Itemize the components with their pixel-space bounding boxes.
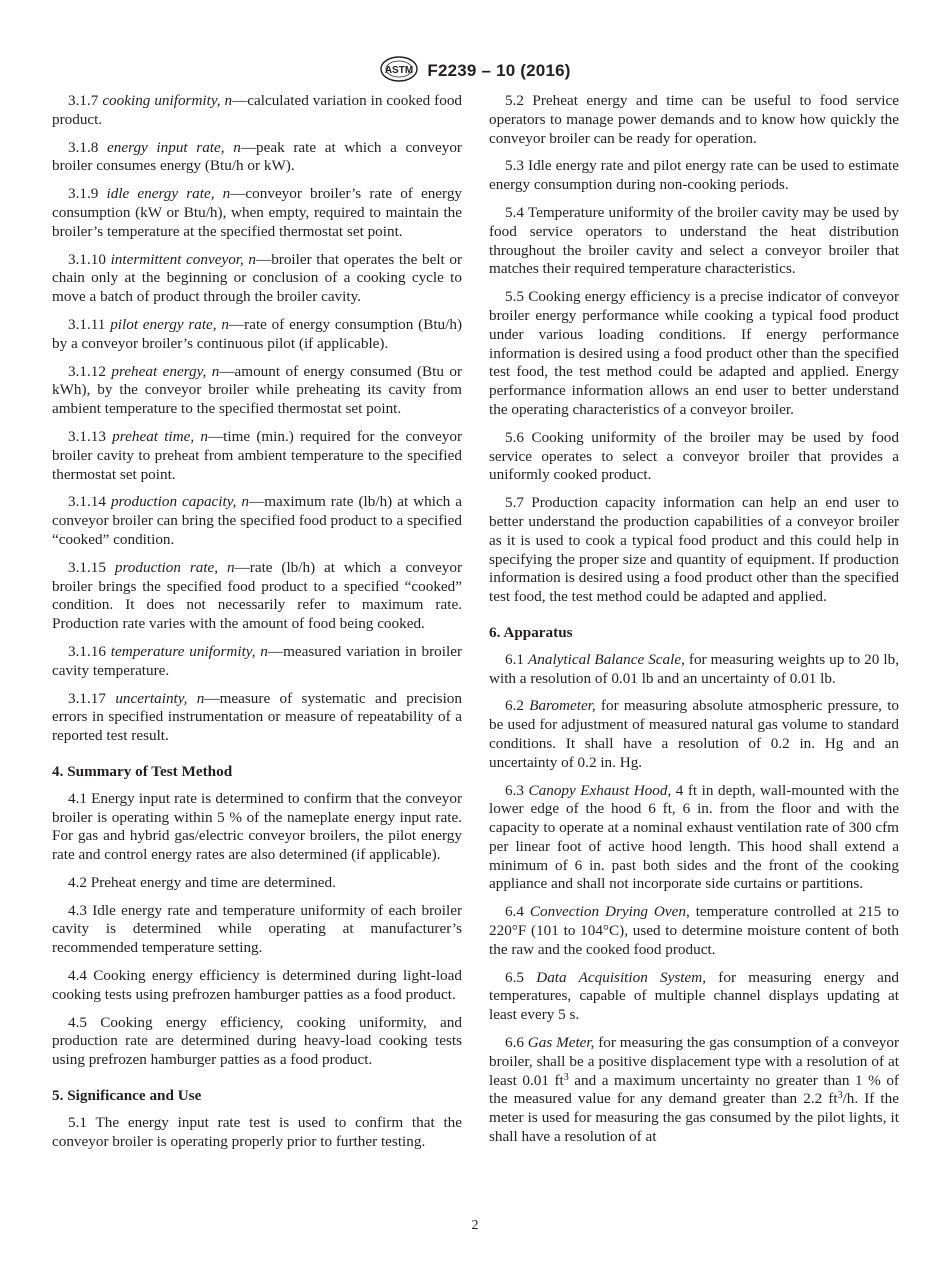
paragraph-6-3: 6.3 Canopy Exhaust Hood, 4 ft in depth, wall-mounted with the lower edge of the hood 6 ft, 6 in. from the floor and with the capacity to operate at a nominal exhaust ventilation rate of 300 cfm per linear foot of active hood length. This hood shall extend a minimum of 6 in. past both sides and the front of the cooking appliance and shall not incorporate side curtains or partitions. xyxy=(489,781,899,893)
definition-3-1-12: 3.1.12 preheat energy, n—amount of energy consumed (Btu or kWh), by the conveyor broiler while preheating its cavity from ambient temperature to the specified thermostat set point. xyxy=(52,362,463,418)
term: idle energy rate, n xyxy=(106,185,231,203)
definition-3-1-17: 3.1.17 uncertainty, n—measure of systematic and precision errors in specified instrumentation or measure of repeatability of a reported test result. xyxy=(52,689,462,745)
paragraph-5-3: 5.3 Idle energy rate and pilot energy rate can be used to estimate energy consumption during non-cooking periods. xyxy=(489,157,899,194)
standard-designation: F2239 – 10 (2016) xyxy=(427,61,571,80)
left-column xyxy=(52,92,462,1160)
term: Canopy Exhaust Hood, xyxy=(528,781,672,799)
page-header xyxy=(0,58,950,84)
astm-logo-icon xyxy=(379,55,419,88)
definition-3-1-9: 3.1.9 idle energy rate, n—conveyor broiler’s rate of energy consumption (kW or Btu/h), when empty, required to maintain the broiler’s temperature at the specified thermostat set point. xyxy=(52,185,463,240)
term: Data Acquisition System, xyxy=(536,968,707,986)
definition-3-1-15: 3.1.15 production rate, n—rate (lb/h) at which a conveyor broiler brings the specified food product to a specified “cooked” condition. It does not necessarily refer to maximum rate. Production rate varies with the amount of food being cooked. xyxy=(52,558,463,633)
paragraph-5-7: 5.7 Production capacity information can help an end user to better understand the production capabilities of a conveyor broiler as it is used to cook a typical food product and this could help in specifying the proper size and quantity of equipment. If production information is desired using a food product other than the specified test food, the test method could be adapted and applied. xyxy=(489,494,899,606)
paragraph-5-6: 5.6 Cooking uniformity of the broiler may be used by food service operates to select a conveyor broiler that provides a uniformly cooked product. xyxy=(489,428,899,484)
paragraph-4-1: 4.1 Energy input rate is determined to confirm that the conveyor broiler is operating within 5 % of the nameplate energy input rate. For gas and hybrid gas/electric conveyor broilers, the pilot energy rate and control energy rates are also determined (if applicable). xyxy=(52,789,462,864)
term: Convection Drying Oven, xyxy=(529,903,690,921)
definition-3-1-8: 3.1.8 energy input rate, n—peak rate at which a conveyor broiler consumes energy (Btu/h or kW). xyxy=(52,138,462,175)
term: production rate, n xyxy=(114,558,235,576)
paragraph-6-1: 6.1 Analytical Balance Scale, for measuring weights up to 20 lb, with a resolution of 0.01 lb and an uncertainty of 0.01 lb. xyxy=(489,650,899,687)
definition-3-1-7: 3.1.7 cooking uniformity, n—calculated variation in cooked food product. xyxy=(52,92,463,128)
paragraph-5-2: 5.2 Preheat energy and time can be useful to food service operators to manage power demands and to know how quickly the conveyor broiler can be ready for operation. xyxy=(489,92,899,147)
term: preheat energy, n xyxy=(111,362,220,380)
paragraph-6-4: 6.4 Convection Drying Oven, temperature controlled at 215 to 220°F (101 to 104°C), used to determine moisture content of both the raw and the cooked food product. xyxy=(489,903,899,958)
term: Barometer, xyxy=(529,697,596,715)
paragraph-4-5: 4.5 Cooking energy efficiency, cooking uniformity, and production rate are determined during heavy-load cooking tests using prefrozen hamburger patties as a food product. xyxy=(52,1013,462,1069)
definition-3-1-11: 3.1.11 pilot energy rate, n—rate of energy consumption (Btu/h) by a conveyor broiler’s continuous pilot (if applicable). xyxy=(52,315,463,352)
definition-3-1-16: 3.1.16 temperature uniformity, n—measured variation in broiler cavity temperature. xyxy=(52,642,462,679)
right-column xyxy=(489,92,899,1156)
term: temperature uniformity, n xyxy=(110,642,268,660)
logo-text: ASTM xyxy=(385,64,414,76)
definition-3-1-10: 3.1.10 intermittent conveyor, n—broiler that operates the belt or chain only at the beginning or conclusion of a cooking cycle to move a batch of product through the broiler cavity. xyxy=(52,250,462,306)
term: production capacity, n xyxy=(110,493,249,511)
term: Gas Meter, xyxy=(527,1034,595,1052)
paragraph-6-5: 6.5 Data Acquisition System, for measuring energy and temperatures, capable of multiple channel displays updating at least every 5 s. xyxy=(489,968,900,1024)
term: energy input rate, n xyxy=(107,138,241,156)
definition-3-1-14: 3.1.14 production capacity, n—maximum rate (lb/h) at which a conveyor broiler can bring the specified food product to a specified “cooked” condition. xyxy=(52,493,462,548)
paragraph-4-3: 4.3 Idle energy rate and temperature uniformity of each broiler cavity is determined while operating at manufacturer’s recommended temperature setting. xyxy=(52,901,462,957)
term: cooking uniformity, n xyxy=(102,92,233,109)
paragraph-6-6: 6.6 Gas Meter, for measuring the gas consumption of a conveyor broiler, shall be a positive displacement type with a resolution of at least 0.01 $ft^3$ and a maximum uncertainty no greater than 1 % of the measured value for any demand greater than 2.2 $ft^3/h$. If the meter is used for measuring the gas consumed by the pilot lights, it shall have a resolution of at xyxy=(489,1034,900,1146)
paragraph-5-1: 5.1 The energy input rate test is used to confirm that the conveyor broiler is operating properly prior to further testing. xyxy=(52,1113,462,1150)
section-heading-4: 4. Summary of Test Method xyxy=(52,762,233,780)
paragraph-6-2: 6.2 Barometer, for measuring absolute atmospheric pressure, to be used for adjustment of measured natural gas volume to standard conditions. It shall have a resolution of 0.2 in. Hg and an uncertainty of 0.2 in. Hg. xyxy=(489,697,900,771)
section-heading-5: 5. Significance and Use xyxy=(52,1087,202,1105)
term: Analytical Balance Scale, xyxy=(528,650,685,668)
paragraph-4-2: 4.2 Preheat energy and time are determined. xyxy=(68,873,336,891)
term: pilot energy rate, n xyxy=(110,315,229,333)
term: intermittent conveyor, n xyxy=(110,250,256,268)
term: preheat time, n xyxy=(112,427,208,445)
term: uncertainty, n xyxy=(115,689,205,707)
page-number: 2 xyxy=(471,1218,479,1233)
paragraph-5-5: 5.5 Cooking energy efficiency is a precise indicator of conveyor broiler energy performance while cooking a typical food product under various loading conditions. If energy performance information is desired using a food product other than the specified test food, the test method could be adapted and applied. Energy performance information allows an end user to better understand the operating characteristics of a conveyor broiler. xyxy=(489,288,899,418)
paragraph-4-4: 4.4 Cooking energy efficiency is determined during light-load cooking tests using prefrozen hamburger patties as a food product. xyxy=(52,967,462,1003)
definition-3-1-13: 3.1.13 preheat time, n—time (min.) required for the conveyor broiler cavity to preheat from ambient temperature to the specified thermostat set point. xyxy=(52,427,463,483)
paragraph-5-4: 5.4 Temperature uniformity of the broiler cavity may be used by food service operators to understand the heat distribution throughout the broiler cavity and select a conveyor broiler that matches their required temperature characteristics. xyxy=(489,203,899,278)
section-heading-6: 6. Apparatus xyxy=(489,623,573,641)
